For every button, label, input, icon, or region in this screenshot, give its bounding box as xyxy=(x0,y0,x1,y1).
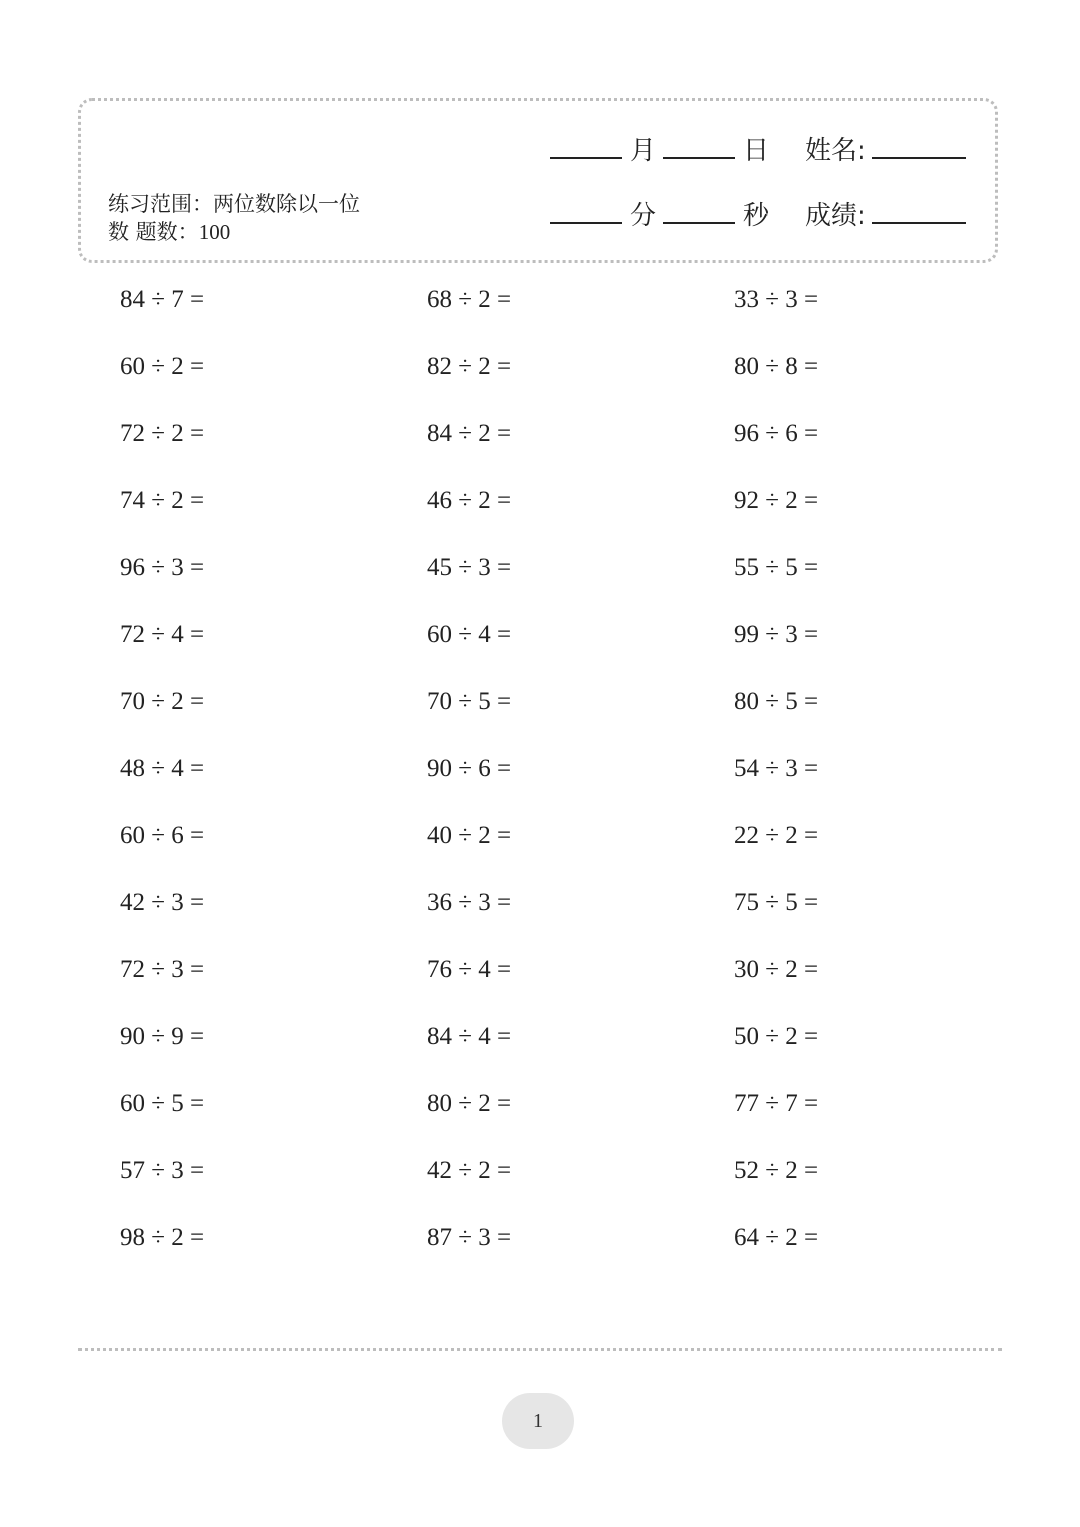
problem-item: 87 ÷ 3 = xyxy=(427,1224,512,1251)
problem-item: 84 ÷ 2 = xyxy=(427,420,512,447)
problem-item: 98 ÷ 2 = xyxy=(120,1224,205,1251)
page-number: 1 xyxy=(502,1393,574,1449)
problem-item: 55 ÷ 5 = xyxy=(734,554,819,581)
problem-item: 60 ÷ 6 = xyxy=(120,822,205,849)
score-blank[interactable] xyxy=(872,222,966,224)
problem-item: 50 ÷ 2 = xyxy=(734,1023,819,1050)
problem-item: 77 ÷ 7 = xyxy=(734,1090,819,1117)
scope-line-2 xyxy=(108,218,398,246)
problem-item: 46 ÷ 2 = xyxy=(427,487,512,514)
problem-item: 33 ÷ 3 = xyxy=(734,286,819,313)
score-label: 成绩: xyxy=(805,201,866,231)
scope-line-1: 练习范围：两位数除以一位 xyxy=(108,192,360,216)
problem-item: 68 ÷ 2 = xyxy=(427,286,512,313)
problem-item: 60 ÷ 2 = xyxy=(120,353,205,380)
problem-item: 72 ÷ 4 = xyxy=(120,621,205,648)
problem-item: 99 ÷ 3 = xyxy=(734,621,819,648)
problem-item: 45 ÷ 3 = xyxy=(427,554,512,581)
problem-count: 100 xyxy=(198,220,231,244)
name-blank[interactable] xyxy=(872,157,966,159)
problem-item: 92 ÷ 2 = xyxy=(734,487,819,514)
problem-item: 76 ÷ 4 = xyxy=(427,956,512,983)
problem-item: 80 ÷ 2 = xyxy=(427,1090,512,1117)
problem-item: 42 ÷ 2 = xyxy=(427,1157,512,1184)
problem-item: 80 ÷ 8 = xyxy=(734,353,819,380)
problem-item: 57 ÷ 3 = xyxy=(120,1157,205,1184)
problem-item: 74 ÷ 2 = xyxy=(120,487,205,514)
problem-item: 70 ÷ 2 = xyxy=(120,688,205,715)
problem-item: 90 ÷ 9 = xyxy=(120,1023,205,1050)
problem-item: 22 ÷ 2 = xyxy=(734,822,819,849)
day-blank[interactable] xyxy=(663,157,735,159)
problem-item: 36 ÷ 3 = xyxy=(427,889,512,916)
problem-item: 96 ÷ 6 = xyxy=(734,420,819,447)
scope-prefix: 数 题数： xyxy=(108,220,199,244)
problem-item: 48 ÷ 4 = xyxy=(120,755,205,782)
problem-item: 60 ÷ 4 = xyxy=(427,621,512,648)
name-label: 姓名: xyxy=(805,136,866,166)
problem-item: 52 ÷ 2 = xyxy=(734,1157,819,1184)
problem-item: 84 ÷ 7 = xyxy=(120,286,205,313)
problem-item: 72 ÷ 3 = xyxy=(120,956,205,983)
month-blank[interactable] xyxy=(550,157,622,159)
problem-item: 72 ÷ 2 = xyxy=(120,420,205,447)
footer-divider xyxy=(78,1348,1002,1351)
problem-item: 54 ÷ 3 = xyxy=(734,755,819,782)
problem-item: 96 ÷ 3 = xyxy=(120,554,205,581)
seconds-blank[interactable] xyxy=(663,222,735,224)
problem-item: 70 ÷ 5 = xyxy=(427,688,512,715)
seconds-label: 秒 xyxy=(743,201,770,231)
problem-item: 90 ÷ 6 = xyxy=(427,755,512,782)
problem-item: 42 ÷ 3 = xyxy=(120,889,205,916)
minutes-blank[interactable] xyxy=(550,222,622,224)
minutes-label: 分 xyxy=(630,201,657,231)
problem-item: 40 ÷ 2 = xyxy=(427,822,512,849)
day-label: 日 xyxy=(743,136,770,166)
practice-scope xyxy=(108,190,398,246)
problem-item: 64 ÷ 2 = xyxy=(734,1224,819,1251)
problem-item: 75 ÷ 5 = xyxy=(734,889,819,916)
problem-item: 84 ÷ 4 = xyxy=(427,1023,512,1050)
month-label: 月 xyxy=(630,136,657,166)
problem-item: 82 ÷ 2 = xyxy=(427,353,512,380)
problem-item: 60 ÷ 5 = xyxy=(120,1090,205,1117)
problem-item: 80 ÷ 5 = xyxy=(734,688,819,715)
problem-item: 30 ÷ 2 = xyxy=(734,956,819,983)
